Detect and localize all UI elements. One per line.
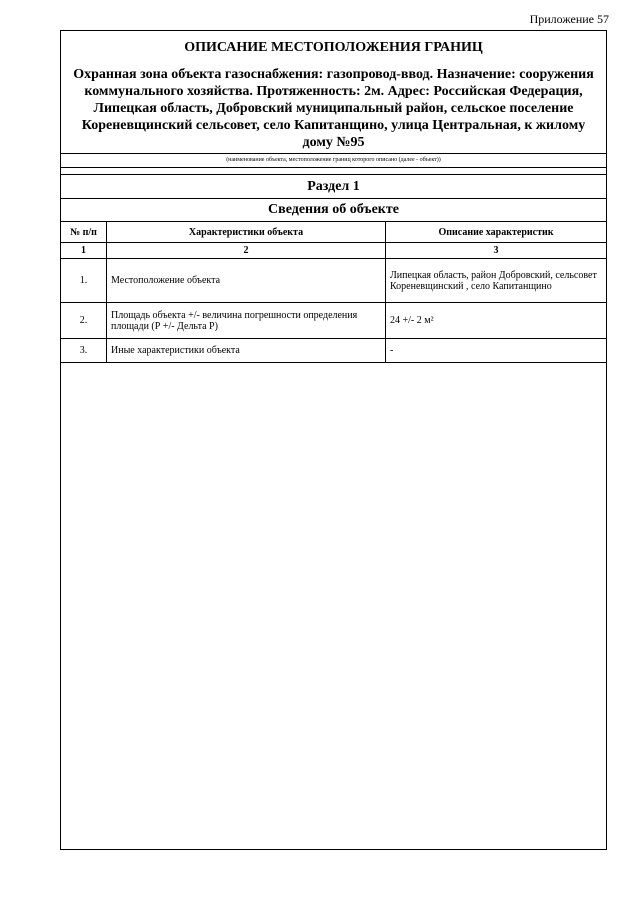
appendix-label: Приложение 57 xyxy=(529,12,609,26)
table-header-row xyxy=(61,222,606,243)
description-cell: - xyxy=(386,339,607,363)
column-number-cell: 2 xyxy=(107,243,386,259)
document-frame xyxy=(60,30,607,850)
table-row xyxy=(61,303,606,339)
object-info-table xyxy=(61,222,606,363)
section-title: Раздел 1 xyxy=(61,174,606,199)
row-number-cell: 3. xyxy=(61,339,107,363)
table-column-number-row xyxy=(61,243,606,259)
description-cell: Липецкая область, район Добровский, сельсовет Кореневщинский , село Капитанщино xyxy=(386,259,607,303)
document-title: ОПИСАНИЕ МЕСТОПОЛОЖЕНИЯ ГРАНИЦ xyxy=(184,40,483,55)
characteristic-cell: Иные характеристики объекта xyxy=(107,339,386,363)
header-cell-description: Описание характеристик xyxy=(386,222,607,243)
table-row xyxy=(61,339,606,363)
description-cell: 24 +/- 2 м² xyxy=(386,303,607,339)
row-number-cell: 1. xyxy=(61,259,107,303)
characteristic-cell: Местоположение объекта xyxy=(107,259,386,303)
characteristic-cell: Площадь объекта +/- величина погрешности определения площади (Р +/- Дельта Р) xyxy=(107,303,386,339)
object-description: Охранная зона объекта газоснабжения: газопровод-ввод. Назначение: сооружения коммунального хозяйства. Протяженность: 2м. Адрес: Российская Федерация, Липецкая область, Добровский муниципальный район, сельское поселение Кореневщинский сельсовет, село Капитанщино, улица Центральная, к жилому дому №95 xyxy=(73,67,594,150)
section-subtitle: Сведения об объекте xyxy=(61,199,606,222)
header-cell-characteristic: Характеристики объекта xyxy=(107,222,386,243)
table-row xyxy=(61,259,606,303)
row-number-cell: 2. xyxy=(61,303,107,339)
header-cell-number: № п/п xyxy=(61,222,107,243)
column-number-cell: 3 xyxy=(386,243,607,259)
column-number-cell: 1 xyxy=(61,243,107,259)
object-caption: (наименование объекта, местоположение границ которого описано (далее - объект)) xyxy=(61,153,606,168)
